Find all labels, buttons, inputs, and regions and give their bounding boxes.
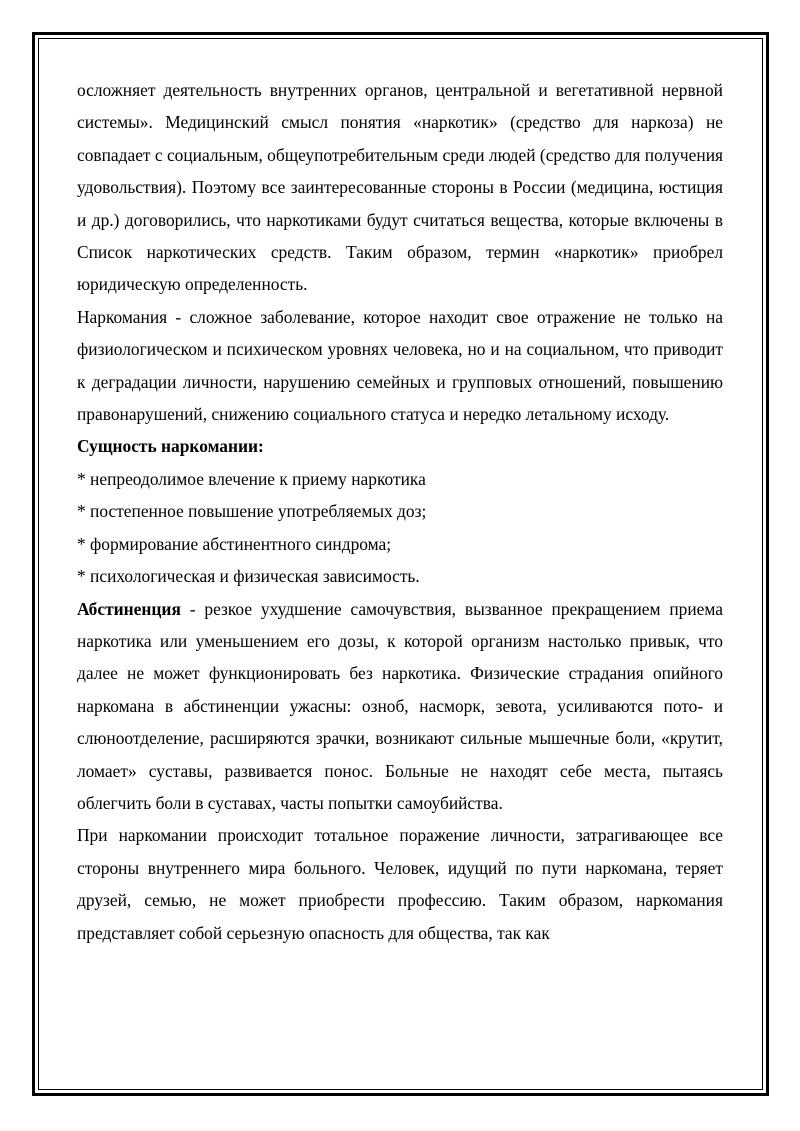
bullet-item: * непреодолимое влечение к приему наркотика bbox=[77, 468, 426, 489]
section-heading: Сущность наркомании: bbox=[77, 436, 264, 457]
paragraph-personality: При наркомании происходит тотальное поражение личности, затрагивающее все стороны внутреннего мира больного. Человек, идущий по пути наркомана, теряет друзей, семью, не может приобрести профессию. Таким образом, наркомания представляет собой серьезную опасность для общества, так как bbox=[77, 825, 723, 943]
bullet-item: * постепенное повышение употребляемых доз; bbox=[77, 501, 427, 522]
bullet-item: * формирование абстинентного синдрома; bbox=[77, 533, 392, 554]
abstinence-term: Абстиненция bbox=[77, 598, 181, 619]
abstinence-text: - резкое ухудшение самочувствия, вызванное прекращением приема наркотика или уменьшением его дозы, к которой организм настолько привык, что далее не может функционировать без наркотика. Физические страдания опийного наркомана в абстиненции ужасны: озноб, насморк, зевота, усиливаются пото- и слюноотделение, расширяются зрачки, возникают сильные мышечные боли, «крутит, ломает» суставы, развивается понос. Больные не находят себе места, пытаясь облегчить боли в суставах, часты попытки самоубийства. bbox=[77, 598, 723, 813]
paragraph-addiction-definition: Наркомания - сложное заболевание, которое находит свое отражение не только на физиологическом и психическом уровнях человека, но и на социальном, что приводит к деградации личности, нарушению семейных и групповых отношений, повышению правонарушений, снижению социального статуса и нередко летальному исходу. bbox=[77, 306, 723, 425]
document-body bbox=[77, 74, 723, 949]
paragraph-drug-definition: осложняет деятельность внутренних органов, центральной и вегетативной нервной системы». Медицинский смысл понятия «наркотик» (средство для наркоза) не совпадает с социальным, общеупотребительным среди людей (средство для получения удовольствия). Поэтому все заинтересованные стороны в России (медицина, юстиция и др.) договорились, что наркотиками будут считаться вещества, которые включены в Список наркотических средств. Таким образом, термин «наркотик» приобрел юридическую определенность. bbox=[77, 80, 723, 295]
paragraph-abstinence bbox=[77, 593, 723, 820]
bullet-item: * психологическая и физическая зависимость. bbox=[77, 566, 420, 587]
